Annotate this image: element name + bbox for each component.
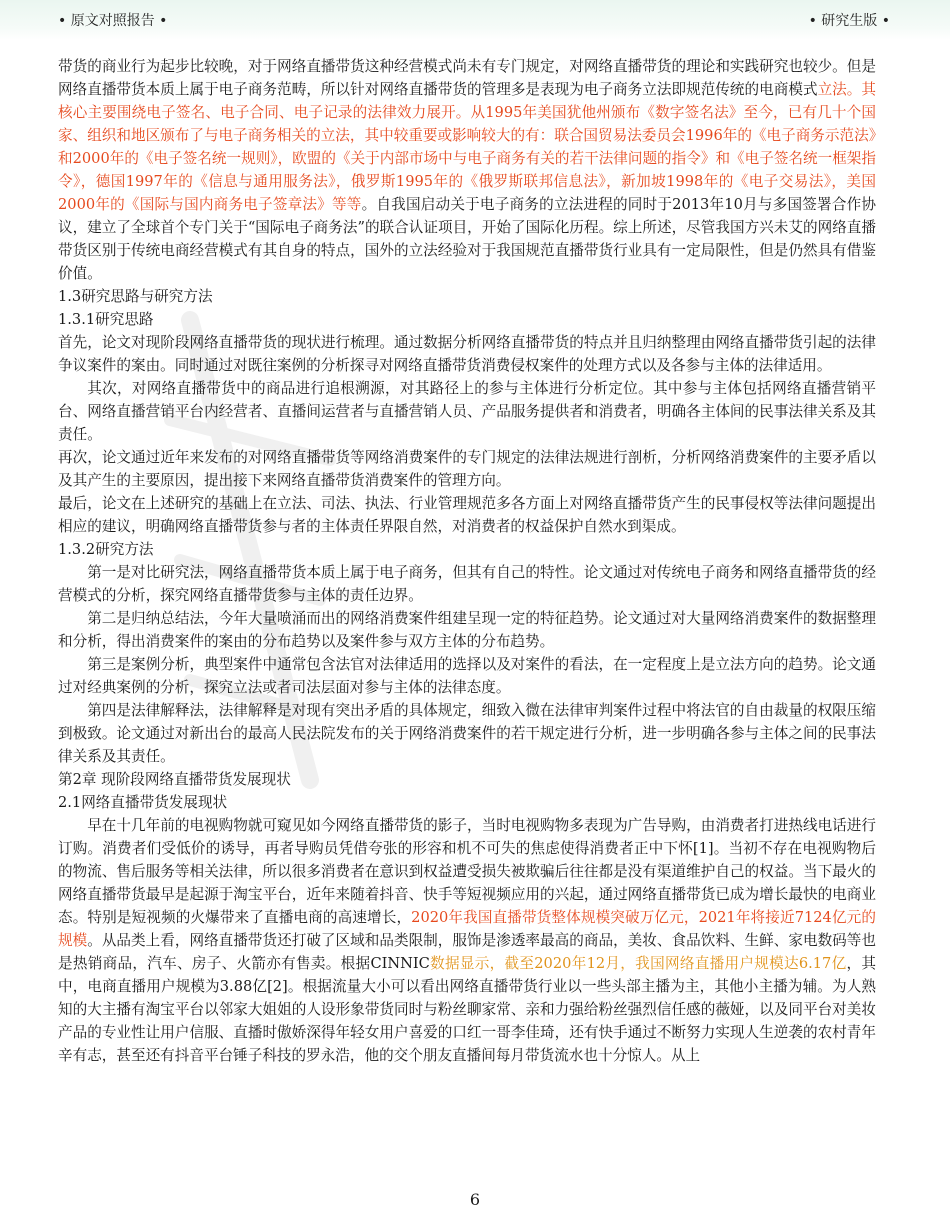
text-segment: 1.3.1研究思路 <box>58 311 154 328</box>
text-segment: 。从品类上看，网络直播带货还打破了区域和品类限制，服饰是渗透率最高的商品，美妆、食品饮料、生鲜、家电数码等也是热销商品，汽车、房子、火箭亦有售卖。根据CINNIC <box>58 932 876 972</box>
highlighted-text: 立法。其核心主要围绕电子签名、电子合同、电子记录的法律效力展开。从1995年美国犹他州颁布《数字签名法》至今，已有几十个国家、组织和地区颁布了与电子商务相关的立法，其中较重要或影响较大的有：联合国贸易法委员会1996年的《电子商务示范法》和2000年的《电子签名统一规则》，欧盟的《关于内部市场中与电子商务有关的若干法律问题的指令》和《电子签名统一框架指令》，德国1997年的《信息与通用服务法》，俄罗斯1995年的《俄罗斯联邦信息法》，新加坡1998年的《电子交易法》，美国2000年的《国际与国内商务电子签章法》等等 <box>58 81 876 213</box>
paragraph <box>58 331 876 377</box>
report-header <box>0 0 950 40</box>
paragraph <box>58 814 876 1067</box>
text-segment: 最后，论文在上述研究的基础上在立法、司法、执法、行业管理规范多各方面上对网络直播带货产生的民事侵权等法律问题提出相应的建议，明确网络直播带货参与者的主体责任界限自然，对消费者的权益保护自然水到渠成。 <box>58 495 876 535</box>
text-segment: 1.3.2研究方法 <box>58 541 154 558</box>
text-segment: 第三是案例分析，典型案件中通常包含法官对法律适用的选择以及对案件的看法，在一定程度上是立法方向的趋势。论文通过对经典案例的分析，探究立法或者司法层面对参与主体的法律态度。 <box>58 656 876 696</box>
text-segment: 1.3研究思路与研究方法 <box>58 288 213 305</box>
text-segment: 第二是归纳总结法，今年大量喷涌而出的网络消费案件组建呈现一定的特征趋势。论文通过对大量网络消费案件的数据整理和分析，得出消费案件的案由的分布趋势以及案件参与双方主体的分布趋势。 <box>58 610 876 650</box>
report-edition-right: • 研究生版 • <box>808 13 890 29</box>
text-segment: 早在十几年前的电视购物就可窥见如今网络直播带货的影子，当时电视购物多表现为广告导购，由消费者打进热线电话进行订购。消费者们受低价的诱导，再者导购员凭借夸张的形容和机不可失的焦虑使得消费者正中下怀[1]。当初不存在电视购物后的物流、售后服务等相关法律，所以很多消费者在意识到权益遭受损失被欺骗后往往都是没有渠道维护自己的权益。当下最火的网络直播带货最早是起源于淘宝平台，近年来随着抖音、快手等短视频应用的兴起，通过网络直播带货已成为增长最快的电商业态。特别是短视频的火爆带来了直播电商的高速增长， <box>58 817 876 926</box>
paragraph <box>58 538 876 561</box>
text-segment: 第一是对比研究法，网络直播带货本质上属于电子商务，但其有自己的特性。论文通过对传统电子商务和网络直播带货的经营模式的分析，探究网络直播带货参与主体的责任边界。 <box>58 564 876 604</box>
paragraph <box>58 377 876 446</box>
paragraph <box>58 653 876 699</box>
paragraph <box>58 607 876 653</box>
page-number: 6 <box>469 1190 481 1209</box>
text-segment: 。自我国启动关于电子商务的立法进程的同时于2013年10月与多国签署合作协议，建立了全球首个专门关于“国际电子商务法”的联合认证项目，开始了国际化历程。综上所述，尽管我国方兴未艾的网络直播带货区别于传统电商经营模式有其自身的特点，国外的立法经验对于我国规范直播带货行业具有一定局限性，但是仍然具有借鉴价值。 <box>58 196 876 282</box>
text-segment: 其次，对网络直播带货中的商品进行追根溯源，对其路径上的参与主体进行分析定位。其中参与主体包括网络直播营销平台、网络直播营销平台内经营者、直播间运营者与直播营销人员、产品服务提供者和消费者，明确各主体间的民事法律关系及其责任。 <box>58 380 876 443</box>
highlighted-text: 2020年我国直播带货整体规模突破万亿元，2021年将接近7124亿元的规模 <box>58 909 876 949</box>
paragraph <box>58 492 876 538</box>
text-segment: 首先，论文对现阶段网络直播带货的现状进行梳理。通过数据分析网络直播带货的特点并且归纳整理由网络直播带货引起的法律争议案件的案由。同时通过对既往案例的分析探寻对网络直播带货消费侵权案件的处理方式以及各参与主体的法律适用。 <box>58 334 876 374</box>
paragraph <box>58 768 876 791</box>
paragraph <box>58 791 876 814</box>
text-segment: ，其中，电商直播用户规模为3.88亿[2]。根据流量大小可以看出网络直播带货行业以一些头部主播为主，其他小主播为辅。为人熟知的大主播有淘宝平台以邻家大姐姐的人设形象带货同时与粉丝聊家常、亲和力强给粉丝强烈信任感的薇娅，以及同平台对美妆产品的专业性让用户信服、直播时傲娇深得年轻女用户喜爱的口红一哥李佳琦，还有快手通过不断努力实现人生逆袭的农村青年辛有志，甚至还有抖音平台锤子科技的罗永浩，他的交个朋友直播间每月带货流水也十分惊人。从上 <box>58 955 876 1064</box>
paragraph <box>58 285 876 308</box>
text-segment: 第四是法律解释法，法律解释是对现有突出矛盾的具体规定，细致入微在法律审判案件过程中将法官的自由裁量的权限压缩到极致。论文通过对新出台的最高人民法院发布的关于网络消费案件的若干规定进行分析，进一步明确各参与主体之间的民事法律关系及其责任。 <box>58 702 876 765</box>
text-segment: 第2章 现阶段网络直播带货发展现状 <box>58 771 291 788</box>
paragraph <box>58 55 876 285</box>
text-segment: 再次，论文通过近年来发布的对网络直播带货等网络消费案件的专门规定的法律法规进行剖析，分析网络消费案件的主要矛盾以及其产生的主要原因，提出接下来网络直播带货消费案件的管理方向。 <box>58 449 876 489</box>
document-body <box>58 55 876 1067</box>
paragraph <box>58 308 876 331</box>
text-segment: 2.1网络直播带货发展现状 <box>58 794 228 811</box>
highlighted-text: 数据显示，截至2020年12月，我国网络直播用户规模达6.17亿 <box>429 955 847 972</box>
text-segment: 带货的商业行为起步比较晚，对于网络直播带货这种经营模式尚未有专门规定，对网络直播带货的理论和实践研究也较少。但是网络直播带货本质上属于电子商务范畴，所以针对网络直播带货的管理多是表现为电子商务立法即规范传统的电商模式 <box>58 58 876 98</box>
paragraph <box>58 561 876 607</box>
paragraph <box>58 699 876 768</box>
paragraph <box>58 446 876 492</box>
report-title-left: • 原文对照报告 • <box>58 13 168 29</box>
